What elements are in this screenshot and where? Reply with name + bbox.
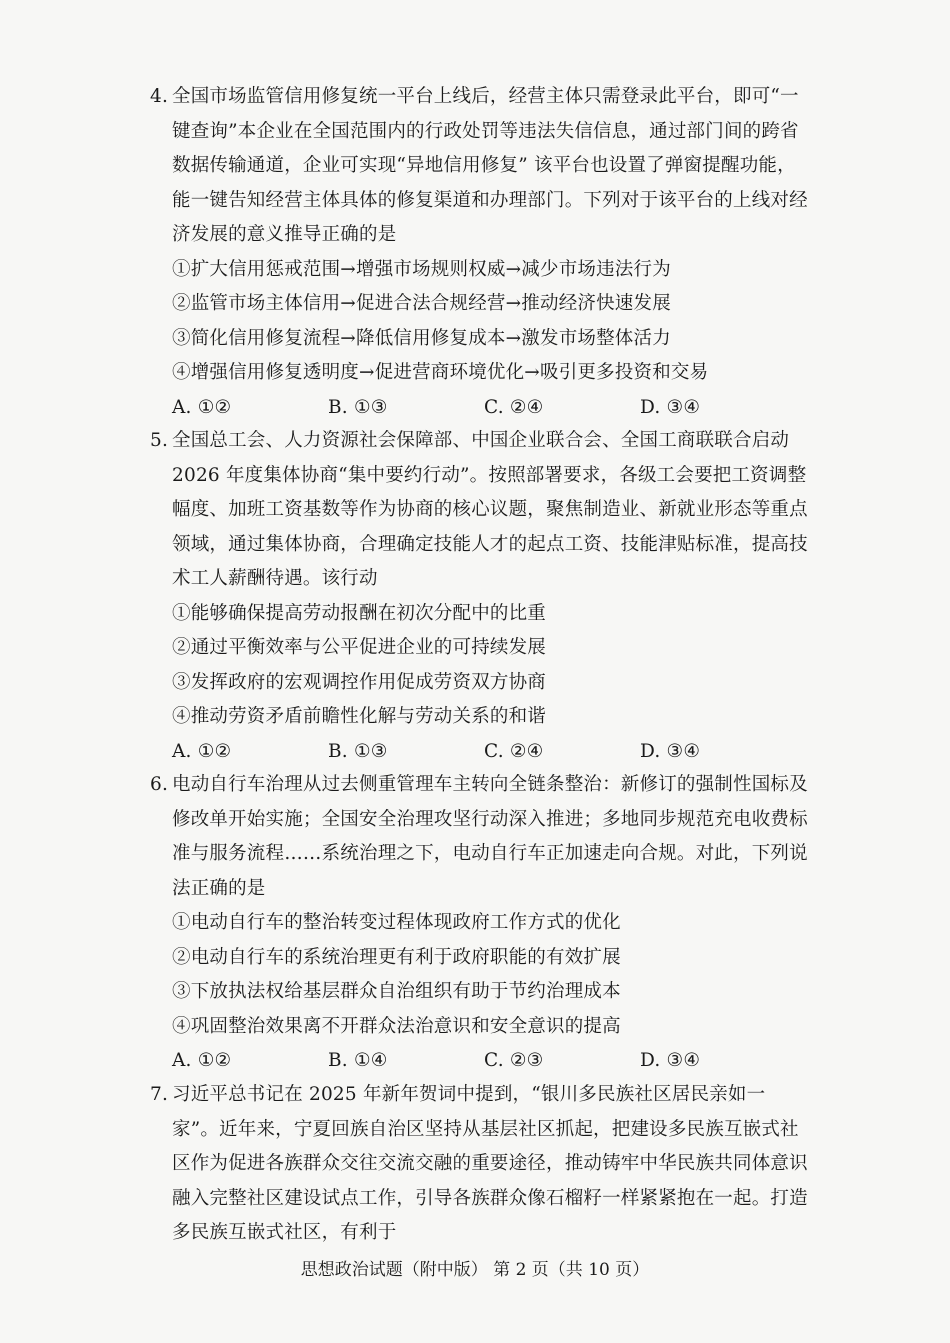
statement-1: ①能够确保提高劳动报酬在初次分配中的比重: [172, 602, 547, 624]
page-footer: 思想政治试题（附中版） 第 2 页（共 10 页）: [300, 1260, 650, 1280]
question-6: [150, 768, 810, 1079]
choice-a: A. ①②: [172, 396, 232, 418]
question-number: 6.: [150, 774, 169, 795]
question-number: 5.: [150, 430, 169, 451]
choice-c: C. ②④: [484, 396, 544, 418]
statement-3: ③简化信用修复流程→降低信用修复成本→激发市场整体活力: [172, 327, 671, 349]
choice-d: D. ③④: [640, 1050, 701, 1071]
answer-choices: [150, 735, 810, 770]
statement-3: ③下放执法权给基层群众自治组织有助于节约治理成本: [172, 981, 621, 1002]
answer-choices: [150, 1044, 810, 1079]
question-stem: 全国总工会、人力资源社会保障部、中国企业联合会、全国工商联联合启动 2026 年度集体协商“集中要约行动”。按照部署要求，各级工会要把工资调整幅度、加班工资基数等作为协商的核心议题，聚焦制造业、新就业形态等重点领域，通过集体协商，合理确定技能人才的起点工资、技能津贴标准，提高技术工人薪酬待遇。该行动: [172, 430, 808, 589]
question-5: [150, 424, 810, 769]
choice-d: D. ③④: [640, 740, 701, 762]
choice-b: B. ①③: [328, 740, 388, 762]
statement-2: ②电动自行车的系统治理更有利于政府职能的有效扩展: [172, 946, 621, 968]
statement-4: ④巩固整治效果离不开群众法治意识和安全意识的提高: [172, 1015, 621, 1037]
statement-2: ②通过平衡效率与公平促进企业的可持续发展: [172, 637, 547, 658]
question-4: [150, 80, 810, 425]
choice-d: D. ③④: [640, 396, 701, 418]
choice-b: B. ①④: [328, 1050, 388, 1071]
statement-1: ①扩大信用惩戒范围→增强市场规则权威→减少市场违法行为: [172, 258, 671, 280]
question-number: 7.: [150, 1084, 169, 1105]
statement-1: ①电动自行车的整治转变过程体现政府工作方式的优化: [172, 912, 621, 933]
choice-a: A. ①②: [172, 1050, 232, 1071]
question-number: 4.: [150, 86, 169, 107]
question-stem: 电动自行车治理从过去侧重管理车主转向全链条整治：新修订的强制性国标及修改单开始实施；全国安全治理攻坚行动深入推进；多地同步规范充电收费标准与服务流程……系统治理之下，电动自行车正加速走向合规。对此，下列说法正确的是: [172, 774, 808, 899]
statement-4: ④增强信用修复透明度→促进营商环境优化→吸引更多投资和交易: [172, 362, 709, 383]
choice-c: C. ②④: [484, 740, 544, 762]
choice-a: A. ①②: [172, 740, 232, 762]
choice-b: B. ①③: [328, 396, 388, 418]
question-7: [150, 1078, 810, 1251]
statement-4: ④推动劳资矛盾前瞻性化解与劳动关系的和谐: [172, 706, 547, 727]
statement-2: ②监管市场主体信用→促进合法合规经营→推动经济快速发展: [172, 293, 671, 314]
answer-choices: [150, 391, 810, 426]
question-stem: 全国市场监管信用修复统一平台上线后，经营主体只需登录此平台，即可“一键查询”本企业在全国范围内的行政处罚等违法失信信息，通过部门间的跨省数据传输通道，企业可实现“异地信用修复” 该平台也设置了弹窗提醒功能，能一键告知经营主体具体的修复渠道和办理部门。下列对于该平台的上线对经济发展的意义推导正确的是: [172, 86, 808, 245]
question-stem: 习近平总书记在 2025 年新年贺词中提到，“银川多民族社区居民亲如一家”。近年来，宁夏回族自治区坚持从基层社区抓起，把建设多民族互嵌式社区作为促进各族群众交往交流交融的重要途径，推动铸牢中华民族共同体意识融入完整社区建设试点工作，引导各族群众像石榴籽一样紧紧抱在一起。打造多民族互嵌式社区，有利于: [172, 1084, 808, 1243]
choice-c: C. ②③: [484, 1050, 544, 1071]
statement-3: ③发挥政府的宏观调控作用促成劳资双方协商: [172, 671, 547, 693]
